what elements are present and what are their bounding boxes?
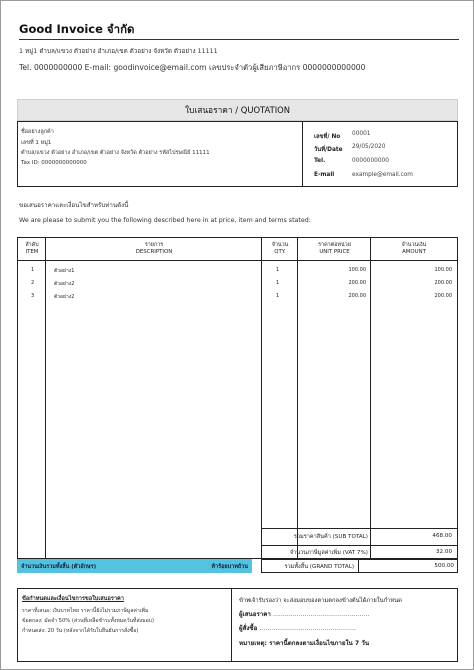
acceptance-text: ข้าพเจ้ารับรองว่า จะส่งมอบของตามตกลงข้างต้นได้ภายในกำหนด [239,598,402,604]
header-description [46,242,262,256]
acceptance-section [233,589,457,661]
header-price-th: ราคาต่อหน่วย [318,242,351,248]
greeting-english: We are please to submit you the following described here in at price, item and terms stated: [19,217,311,224]
header-price-en: UNIT PRICE [319,249,350,255]
doc-date-label: วันที่/Date [314,147,343,153]
row3-amount: 200.00 [434,293,452,299]
subtotal-divider [262,528,457,529]
quoter-signature-row [239,609,457,623]
items-table [17,237,458,559]
header-qty-th: จำนวน [271,242,289,248]
customer-address2: ตำบล/แขวง ตัวอย่าง อำเภอ/เขต ตัวอย่าง จังหวัด ตัวอย่าง รหัสไปรษณีย์ 11111 [21,150,210,156]
header-item-th: ลำดับ [25,242,39,248]
row3-qty: 1 [276,293,280,299]
header-desc-en: DESCRIPTION [135,249,173,255]
doc-email-row [314,172,413,178]
terms-title: ข้อกำหนดและเงื่อนไขการขอใบเสนอราคา [22,596,124,602]
vat-value: 32.00 [435,549,452,555]
header-divider [19,39,459,40]
doc-email-value: example@email.com [352,172,413,178]
col-item [18,238,46,558]
doc-number-label: เลขที่/ No [314,134,341,140]
terms-line-1: ราคาที่เสนอ: เงินบาทไทย ราคานี้ยังไม่รวมภาษีมูลค่าเพิ่ม [22,608,149,614]
document-info [304,122,457,186]
row2-qty: 1 [276,280,280,286]
col-qty [262,238,298,558]
doc-date-row [314,144,386,154]
doc-date-value: 29/05/2020 [352,144,386,150]
header-qty-en: QTY. [274,249,286,255]
customer-tax-id: Tax ID: 0000000000000 [21,159,87,166]
terms-section [18,589,232,661]
header-item [18,242,46,256]
subtotal-label: รวมราคาสินค้า (SUB TOTAL) [293,534,368,540]
company-address: 1 หมู่1 ตำบล/แขวง ตัวอย่าง อำเภอ/เขต ตัวอย่าง จังหวัด ตัวอย่าง 11111 [19,48,218,55]
company-name: Good Invoice จำกัด [19,22,135,36]
terms-line-2: ข้อตกลง: มัดจำ 50% (ส่วนที่เหลือชำระทั้งหมดวันที่ส่งมอบ) [22,618,155,624]
terms-line-3: กำหนดส่ง: 20 วัน (หลังจากได้รับใบยืนยันการสั่งซื้อ) [22,628,139,634]
row2-item: 2 [31,280,35,286]
table-header-divider [18,260,457,261]
doc-tel-value: 0000000000 [352,158,389,164]
subtotal-value: 468.00 [432,533,452,539]
vat-label: จำนวนภาษีมูลค่าเพิ่ม (VAT 7%) [289,550,368,556]
amount-in-words-bar [17,559,252,573]
terms-box [17,588,458,662]
quoter-label: ผู้เสนอราคา [239,611,271,618]
info-box [17,121,458,187]
grand-total-value: 500.00 [434,563,454,569]
row2-amount: 200.00 [434,280,452,286]
greeting-thai: ขอเสนอราคาและเงื่อนไขสำหรับท่านดังนี้ [19,202,129,209]
quoter-signature-line: ................................................. [273,611,370,618]
row2-price: 200.00 [348,280,366,286]
customer-info [18,122,303,186]
col-description [46,238,262,558]
header-amount-en: AMOUNT [402,249,426,255]
header-desc-th: รายการ [144,242,164,248]
row1-price: 100.00 [348,267,366,273]
grand-total-row [261,559,458,573]
header-item-en: ITEM [25,249,39,255]
row1-amount: 100.00 [434,267,452,273]
document-title: ใบเสนอราคา / QUOTATION [17,99,458,121]
doc-number-value: 00001 [352,131,371,137]
row3-item: 3 [31,293,35,299]
row3-desc: ตัวอย่าง2 [54,294,75,300]
orderer-signature-line: ................................................. [259,625,356,632]
customer-name: ชื่ออย่างลูกค้า [21,129,54,135]
grand-total-label: รวมทั้งสิ้น (GRAND TOTAL) [284,564,354,570]
doc-tel-row [314,158,389,164]
row1-desc: ตัวอย่าง1 [54,268,75,274]
orderer-signature-row [239,623,457,637]
col-unit-price [298,238,371,558]
header-qty [262,242,298,256]
amount-in-words-label: จำนวนเงินรวมทั้งสิ้น (ตัวอักษร) [21,564,97,570]
row2-desc: ตัวอย่าง2 [54,281,75,287]
amount-in-words-value: ห้าร้อยบาทถ้วน [211,564,248,570]
row1-qty: 1 [276,267,280,273]
acceptance-note: หมายเหตุ: ราคานี้ตกลงตามเงื่อนไขภายใน 7 วัน [239,640,370,647]
customer-address1: เลขที่ 1 หมู่1 [21,139,52,146]
doc-tel-label: Tel. [314,158,326,164]
header-unit-price [298,242,371,256]
row3-price: 200.00 [348,293,366,299]
doc-email-label: E-mail [314,172,335,178]
header-amount [371,242,457,256]
row1-item: 1 [31,267,35,273]
vat-divider [262,545,457,546]
doc-number-row [314,131,371,141]
orderer-label: ผู้สั่งซื้อ [239,625,258,632]
header-amount-th: จำนวนเงิน [401,242,427,248]
company-contact: Tel. 0000000000 E-mail: goodinvoice@email.com เลขประจำตัวผู้เสียภาษีอากร 0000000000000 [19,63,366,72]
